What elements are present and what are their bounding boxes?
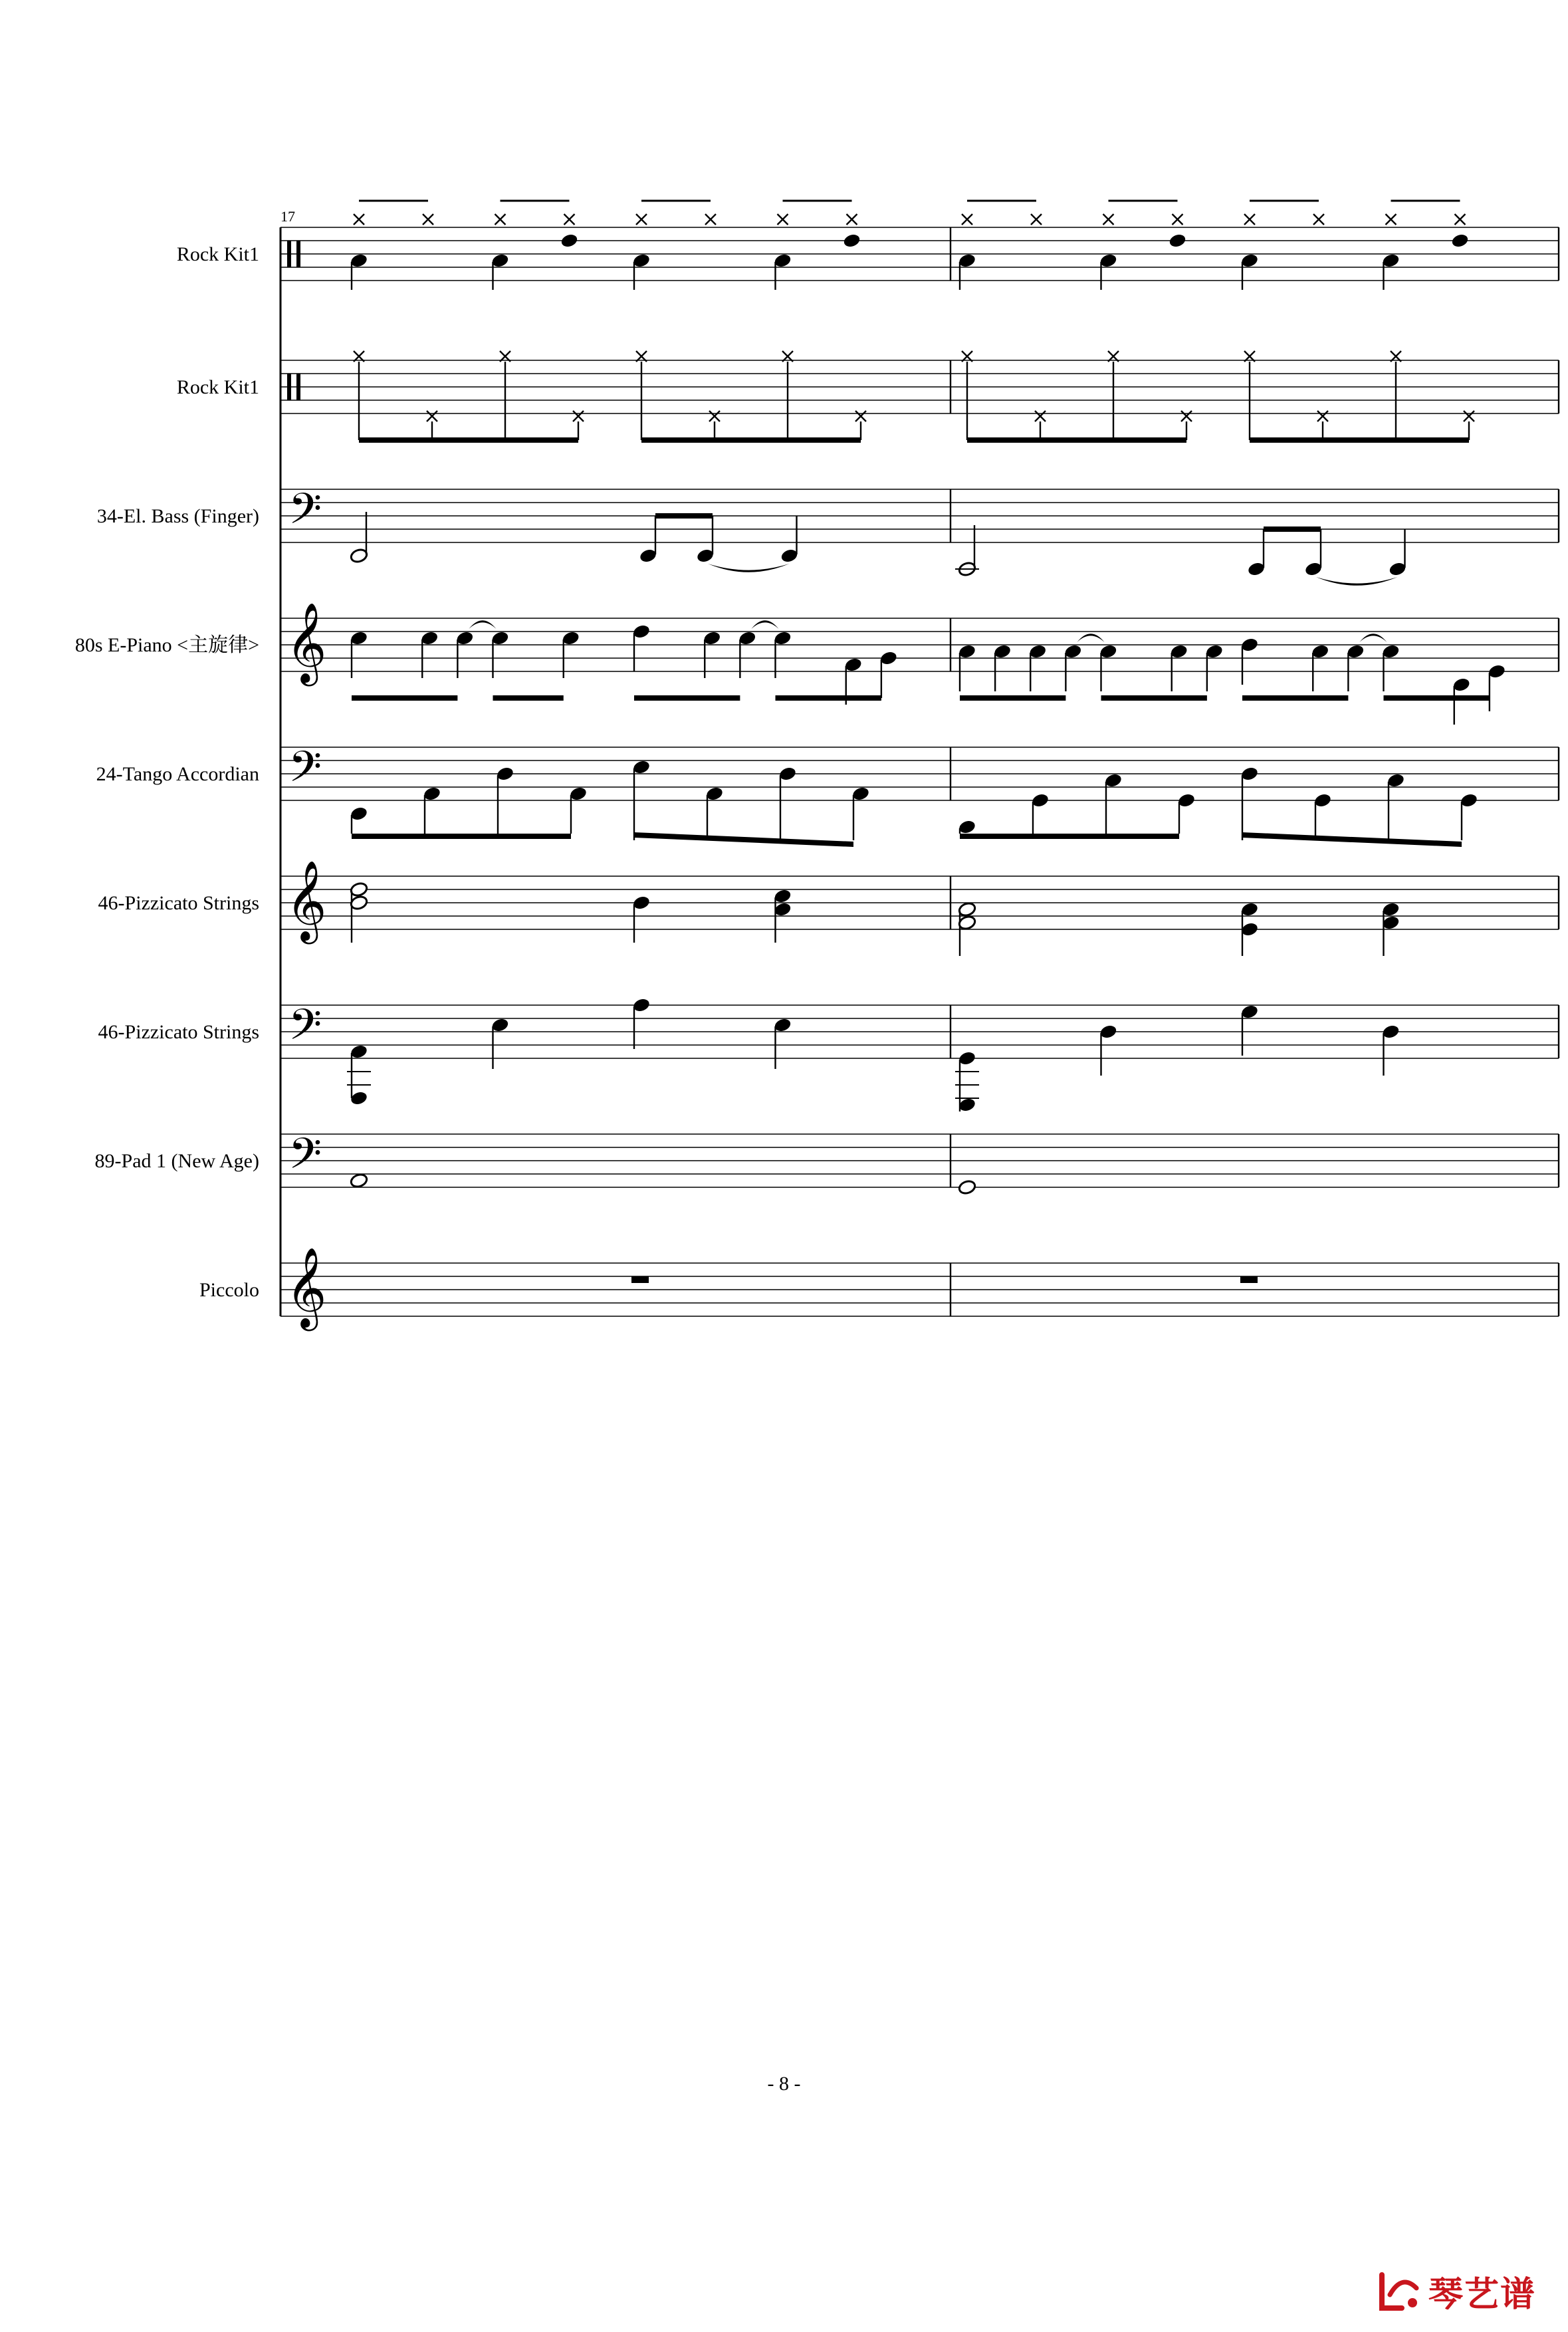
kick-note — [1381, 253, 1400, 290]
hihat-note — [1317, 411, 1328, 421]
notehead — [560, 233, 578, 249]
hihat-note — [1464, 411, 1474, 421]
instrument-label: Piccolo — [199, 1279, 259, 1301]
percussion-clef-icon — [296, 374, 300, 400]
notehead — [958, 1179, 976, 1195]
notation — [347, 201, 1506, 1283]
note — [1240, 637, 1259, 685]
whole-note — [958, 1179, 976, 1195]
note — [350, 630, 368, 678]
hihat-note — [495, 214, 506, 225]
kick-note — [958, 253, 976, 290]
hihat-note — [573, 411, 584, 421]
page-number: - 8 - — [767, 2073, 801, 2095]
treble-clef-icon: 𝄞 — [286, 860, 327, 941]
snare-note — [560, 233, 578, 249]
note — [639, 516, 657, 564]
hihat-note — [354, 214, 364, 225]
hihat-note — [1103, 214, 1114, 225]
beam — [352, 834, 571, 839]
note — [1346, 643, 1365, 691]
bass-clef-icon: 𝄢 — [288, 485, 322, 544]
beam — [655, 513, 713, 519]
note — [1247, 529, 1266, 577]
kick-note — [350, 253, 368, 290]
beam — [1242, 695, 1348, 701]
note — [879, 650, 898, 698]
beam — [352, 695, 457, 701]
notehead — [842, 233, 861, 249]
treble-clef-icon: 𝄞 — [286, 602, 327, 683]
beam — [1264, 526, 1321, 532]
tie — [708, 564, 790, 572]
beam — [776, 695, 881, 701]
hihat-note — [564, 214, 575, 225]
beam — [359, 437, 578, 443]
hihat-note — [1244, 214, 1255, 225]
instrument-label: Rock Kit1 — [176, 243, 259, 265]
hihat-note — [1181, 411, 1192, 421]
note — [632, 759, 651, 840]
instrument-label: 80s E-Piano <主旋律> — [74, 634, 259, 656]
note — [1028, 643, 1047, 691]
tie — [751, 620, 778, 629]
note — [1099, 1024, 1117, 1076]
whole-rest-icon — [1240, 1276, 1258, 1283]
note — [1205, 643, 1224, 691]
treble-clef-icon: 𝄞 — [286, 1246, 327, 1328]
note — [1388, 529, 1406, 577]
note — [851, 786, 870, 840]
notehead — [350, 1173, 368, 1189]
beam — [1250, 437, 1469, 443]
note — [632, 624, 651, 671]
bass-half-note — [350, 512, 368, 564]
hihat-note — [423, 214, 433, 225]
hihat-note — [705, 214, 716, 225]
note — [455, 630, 474, 678]
staff-pizz-treble — [280, 860, 1559, 944]
kick-note — [491, 253, 509, 290]
note — [350, 881, 368, 943]
note — [1031, 792, 1050, 834]
note — [696, 516, 715, 564]
instrument-label: 46-Pizzicato Strings — [98, 1021, 259, 1043]
staff-rest — [280, 1246, 1559, 1331]
note — [1488, 663, 1506, 711]
hihat-note — [709, 411, 720, 421]
instrument-label: 24-Tango Accordian — [96, 763, 259, 785]
note — [1064, 643, 1082, 691]
instrument-label: 89-Pad 1 (New Age) — [94, 1150, 259, 1172]
kick-note — [773, 253, 792, 290]
tie — [1316, 577, 1398, 586]
hihat-note — [427, 411, 437, 421]
note — [491, 1017, 509, 1069]
staff-accordion — [280, 743, 1559, 802]
tie — [469, 620, 496, 629]
percussion-clef-icon — [287, 241, 291, 267]
hihat-note — [855, 411, 866, 421]
beam — [634, 695, 740, 701]
notehead — [1450, 233, 1469, 249]
snare-note — [1450, 233, 1469, 249]
bass-clef-icon: 𝄢 — [288, 1000, 322, 1060]
note — [350, 1044, 368, 1098]
instrument-labels — [75, 243, 259, 1301]
snare-note — [1168, 233, 1186, 249]
staves — [280, 227, 1559, 1331]
whole-rest-icon — [631, 1276, 649, 1283]
note — [423, 786, 441, 834]
beam — [641, 437, 861, 443]
note — [632, 997, 651, 1049]
note — [569, 786, 588, 834]
snare-note — [842, 233, 861, 249]
note — [1104, 772, 1123, 834]
note — [632, 895, 651, 943]
kick-note — [1099, 253, 1117, 290]
note — [491, 630, 509, 678]
tie — [1077, 634, 1104, 642]
bass-clef-icon: 𝄢 — [288, 1129, 322, 1189]
percussion-clef-icon — [287, 374, 291, 400]
hihat-note — [962, 214, 972, 225]
note — [420, 630, 439, 678]
note — [1387, 772, 1405, 840]
note — [773, 630, 792, 678]
hihat-note — [778, 214, 788, 225]
note — [778, 766, 797, 840]
note — [1240, 1004, 1259, 1056]
brand-watermark — [1375, 2266, 1536, 2316]
note — [993, 643, 1012, 691]
note — [1460, 792, 1478, 840]
instrument-label: Rock Kit1 — [176, 376, 259, 398]
staff-bass — [280, 485, 1559, 544]
hihat-note — [1313, 214, 1324, 225]
bass-clef-icon: 𝄢 — [288, 743, 322, 802]
beam — [967, 437, 1186, 443]
beam — [1242, 832, 1462, 847]
hihat-note — [1173, 214, 1183, 225]
note — [1381, 643, 1400, 691]
tie — [1359, 634, 1387, 642]
staff-melody — [280, 602, 1559, 686]
measure-number: 17 — [280, 208, 295, 225]
note — [496, 766, 514, 834]
note — [1381, 901, 1400, 956]
hihat-note — [1455, 214, 1466, 225]
note — [1381, 1024, 1400, 1076]
beam — [1384, 695, 1490, 701]
note — [738, 630, 756, 678]
note — [773, 1017, 792, 1069]
hihat-note — [1386, 214, 1397, 225]
note — [1240, 766, 1259, 840]
instrument-label: 34-El. Bass (Finger) — [96, 505, 259, 527]
staff-drums-a — [280, 227, 1559, 281]
beam — [634, 832, 853, 847]
note — [1099, 643, 1117, 691]
note — [958, 643, 976, 691]
hihat-note — [847, 214, 857, 225]
hihat-note — [1035, 411, 1046, 421]
beam — [1101, 695, 1207, 701]
hihat-note — [636, 214, 647, 225]
whole-note — [350, 1173, 368, 1189]
note — [562, 630, 580, 678]
note — [1304, 529, 1323, 577]
kick-note — [632, 253, 651, 290]
note — [780, 516, 798, 564]
note — [705, 786, 724, 840]
note — [1177, 792, 1196, 834]
notehead — [1168, 233, 1186, 249]
note — [703, 630, 721, 678]
staff-pad — [280, 1129, 1559, 1189]
beam — [960, 695, 1065, 701]
note — [958, 819, 976, 835]
hihat-note — [1031, 214, 1042, 225]
instrument-label: 46-Pizzicato Strings — [98, 892, 259, 914]
qinyipu-logo-icon — [1375, 2268, 1422, 2315]
note — [1170, 643, 1188, 691]
percussion-clef-icon — [296, 241, 300, 267]
note — [1311, 643, 1329, 691]
brand-name: 琴艺谱 — [1428, 2275, 1536, 2315]
note — [350, 806, 368, 834]
staff-pizz-bass — [280, 1000, 1559, 1060]
note — [1313, 792, 1332, 840]
kick-note — [1240, 253, 1259, 290]
beam — [960, 834, 1179, 839]
staff-drums-b — [280, 360, 1559, 413]
beam — [493, 695, 564, 701]
note — [773, 888, 792, 943]
